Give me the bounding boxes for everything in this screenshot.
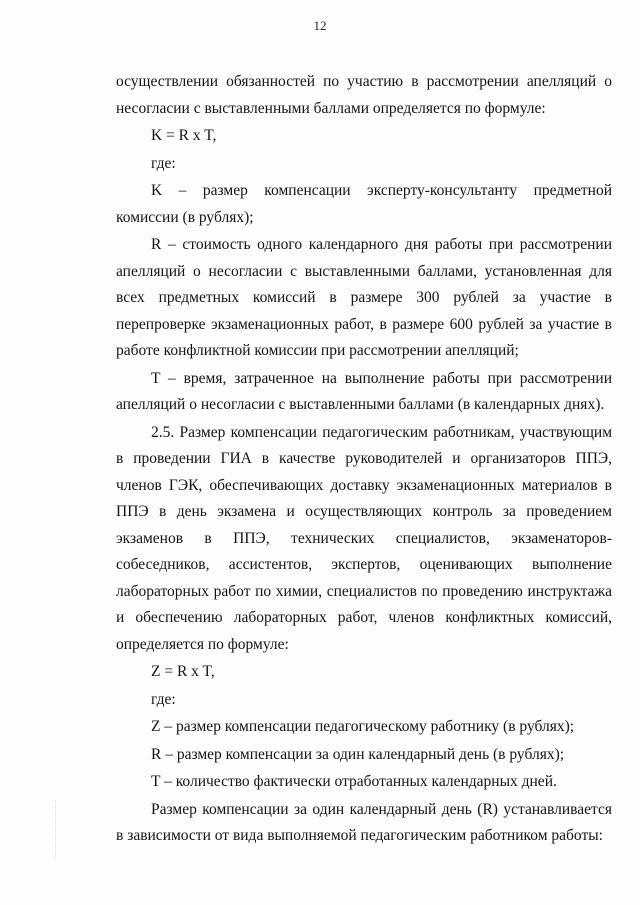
- where-label: где:: [151, 154, 176, 172]
- definition-t: T – время, затраченное на выполнение работы при рассмотрении апелляций о несогласии с выставленными баллами (в календарных днях).: [116, 369, 612, 413]
- paragraph-daily-rate: Размер компенсации за один календарный день (R) устанавливается в зависимости от вида выполняемой педагогическим работником работы:: [116, 800, 612, 844]
- paragraph-2-5: 2.5. Размер компенсации педагогическим работникам, участвующим в проведении ГИА в качестве руководителей и организаторов ППЭ, членов ГЭК, обеспечивающих доставку экзаменационных материалов в ППЭ в день экзамена и осуществляющих контроль за проведением экзаменов в ППЭ, технических специалистов, экзаменаторов-собеседников, ассистентов, экспертов, оценивающих выполнение лабораторных работ по химии, специалистов по проведению инструктажа и обеспечению лабораторных работ, членов конфликтных комиссий, определяется по формуле:: [116, 423, 612, 653]
- page-number: 12: [313, 18, 327, 33]
- document-body: [116, 69, 612, 850]
- formula-z: Z = R x T,: [151, 663, 215, 680]
- definition-t: T – количество фактически отработанных календарных дней.: [151, 773, 557, 790]
- formula-k: K = R x T,: [151, 127, 217, 144]
- definition-r: R – размер компенсации за один календарный день (в рублях);: [151, 745, 565, 763]
- definition-k: K – размер компенсации эксперту-консультанту предметной комиссии (в рублях);: [116, 182, 612, 226]
- scan-artifact: [55, 800, 58, 860]
- definition-z: Z – размер компенсации педагогическому работнику (в рублях);: [151, 718, 575, 735]
- paragraph-continuation: осуществлении обязанностей по участию в рассмотрении апелляций о несогласии с выставленными баллами определяется по формуле:: [116, 73, 612, 117]
- definition-r: R – стоимость одного календарного дня работы при рассмотрении апелляций о несогласии с выставленными баллами, установленная для всех предметных комиссий в размере 300 рублей за участие в перепроверке экзаменационных работ, в размере 600 рублей за участие в работе конфликтной комиссии при рассмотрении апелляций;: [116, 236, 612, 359]
- where-label: где:: [151, 690, 176, 708]
